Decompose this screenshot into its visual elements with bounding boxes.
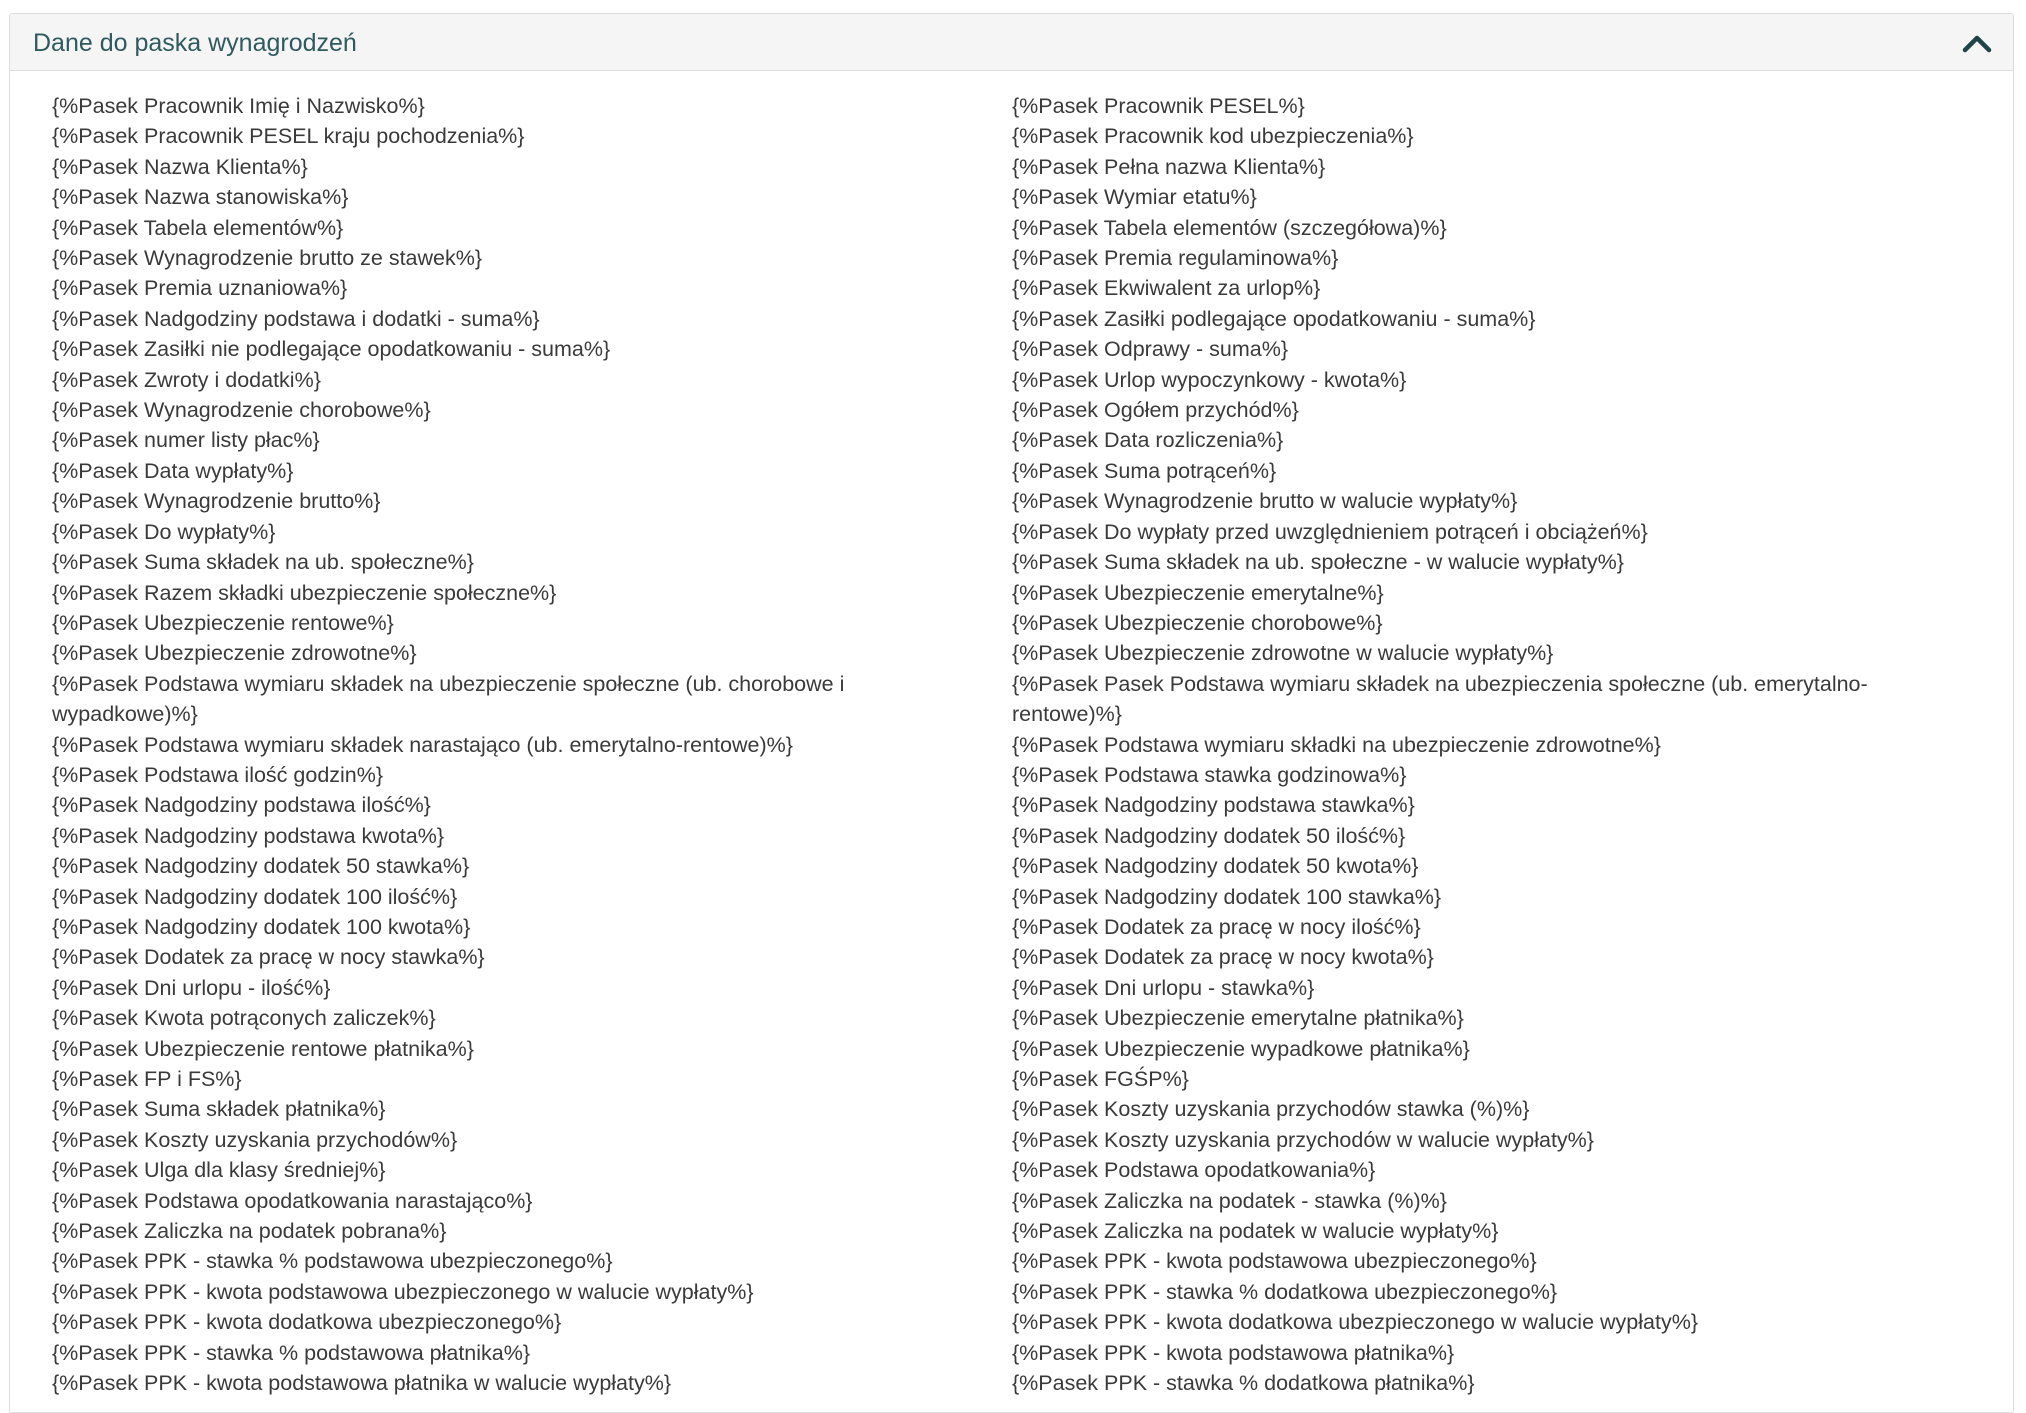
left-placeholder-column xyxy=(52,91,952,1398)
placeholder-item[interactable]: {%Pasek Podstawa stawka godzinowa%} xyxy=(1012,762,1407,787)
placeholder-item[interactable]: {%Pasek PPK - kwota podstawowa ubezpieczonego w walucie wypłaty%} xyxy=(52,1279,754,1304)
placeholder-item[interactable]: {%Pasek PPK - stawka % dodatkowa płatnika%} xyxy=(1012,1371,1475,1396)
placeholder-item[interactable]: {%Pasek Zaliczka na podatek w walucie wypłaty%} xyxy=(1012,1219,1499,1244)
placeholder-item[interactable]: {%Pasek Ubezpieczenie emerytalne płatnika%} xyxy=(1012,1006,1464,1031)
placeholder-item[interactable]: {%Pasek Nadgodziny podstawa ilość%} xyxy=(52,793,431,818)
placeholder-item[interactable]: {%Pasek Dni urlopu - stawka%} xyxy=(1012,975,1315,1000)
placeholder-item[interactable]: {%Pasek Ubezpieczenie zdrowotne w walucie wypłaty%} xyxy=(1012,641,1554,666)
placeholder-item[interactable]: {%Pasek Ogółem przychód%} xyxy=(1012,398,1299,423)
placeholder-item[interactable]: {%Pasek PPK - kwota dodatkowa ubezpieczonego w walucie wypłaty%} xyxy=(1012,1310,1698,1335)
placeholder-item[interactable]: {%Pasek Ubezpieczenie wypadkowe płatnika%} xyxy=(1012,1036,1470,1061)
panel-header[interactable] xyxy=(10,14,2013,71)
placeholder-item[interactable]: {%Pasek Wynagrodzenie brutto w walucie wypłaty%} xyxy=(1012,489,1518,514)
placeholder-item[interactable]: {%Pasek Premia regulaminowa%} xyxy=(1012,246,1339,271)
placeholder-item[interactable]: {%Pasek Pracownik PESEL kraju pochodzenia%} xyxy=(52,124,525,149)
placeholder-item[interactable]: {%Pasek PPK - kwota podstawowa ubezpieczonego%} xyxy=(1012,1249,1537,1274)
placeholder-item[interactable]: {%Pasek Premia uznaniowa%} xyxy=(52,276,348,301)
placeholder-item[interactable]: {%Pasek Podstawa opodatkowania%} xyxy=(1012,1158,1376,1183)
panel-body xyxy=(10,71,2013,1396)
placeholder-item[interactable]: {%Pasek Do wypłaty%} xyxy=(52,519,276,544)
placeholder-item[interactable]: {%Pasek FP i FS%} xyxy=(52,1067,242,1091)
placeholder-item[interactable]: {%Pasek Nadgodziny dodatek 100 kwota%} xyxy=(52,914,471,939)
placeholder-item[interactable]: {%Pasek Pracownik Imię i Nazwisko%} xyxy=(52,94,425,118)
placeholder-item[interactable]: {%Pasek PPK - kwota podstawowa płatnika w walucie wypłaty%} xyxy=(52,1371,672,1396)
payslip-data-panel xyxy=(9,13,2014,1413)
placeholder-item[interactable]: {%Pasek Zasiłki nie podlegające opodatkowaniu - suma%} xyxy=(52,337,611,362)
placeholder-item[interactable]: {%Pasek Suma składek na ub. społeczne - w walucie wypłaty%} xyxy=(1012,550,1624,575)
placeholder-item[interactable]: {%Pasek Data rozliczenia%} xyxy=(1012,428,1284,453)
placeholder-item[interactable]: {%Pasek PPK - kwota dodatkowa ubezpieczonego%} xyxy=(52,1310,562,1335)
collapse-button[interactable] xyxy=(1959,28,1995,58)
placeholder-item[interactable]: {%Pasek Podstawa wymiaru składek na ubezpieczenie społeczne (ub. chorobowe i wypadkowe)%} xyxy=(52,671,845,727)
placeholder-item[interactable]: {%Pasek PPK - stawka % dodatkowa ubezpieczonego%} xyxy=(1012,1279,1557,1304)
placeholder-item[interactable]: {%Pasek Data wypłaty%} xyxy=(52,458,294,483)
placeholder-item[interactable]: {%Pasek Podstawa wymiaru składek narastająco (ub. emerytalno-rentowe)%} xyxy=(52,732,793,757)
placeholder-item[interactable]: {%Pasek Wynagrodzenie brutto%} xyxy=(52,489,381,514)
placeholder-item[interactable]: {%Pasek Koszty uzyskania przychodów%} xyxy=(52,1127,458,1152)
placeholder-item[interactable]: {%Pasek Dodatek za pracę w nocy stawka%} xyxy=(52,945,485,970)
placeholder-item[interactable]: {%Pasek Nazwa Klienta%} xyxy=(52,154,308,179)
placeholder-item[interactable]: {%Pasek Ubezpieczenie emerytalne%} xyxy=(1012,580,1384,605)
placeholder-item[interactable]: {%Pasek Dodatek za pracę w nocy ilość%} xyxy=(1012,914,1421,939)
placeholder-item[interactable]: {%Pasek Dodatek za pracę w nocy kwota%} xyxy=(1012,945,1434,970)
placeholder-item[interactable]: {%Pasek Zwroty i dodatki%} xyxy=(52,367,321,392)
placeholder-item[interactable]: {%Pasek Ubezpieczenie rentowe płatnika%} xyxy=(52,1036,474,1061)
placeholder-item[interactable]: {%Pasek Koszty uzyskania przychodów w walucie wypłaty%} xyxy=(1012,1127,1594,1152)
placeholder-item[interactable]: {%Pasek Do wypłaty przed uwzględnieniem potrąceń i obciążeń%} xyxy=(1012,519,1648,544)
placeholder-item[interactable]: {%Pasek Nadgodziny dodatek 100 stawka%} xyxy=(1012,884,1442,909)
placeholder-item[interactable]: {%Pasek Nadgodziny podstawa i dodatki - suma%} xyxy=(52,306,540,331)
chevron-up-icon xyxy=(1959,28,1995,58)
placeholder-item[interactable]: {%Pasek PPK - stawka % podstawowa płatnika%} xyxy=(52,1340,531,1365)
placeholder-item[interactable]: {%Pasek Podstawa ilość godzin%} xyxy=(52,762,384,787)
placeholder-item[interactable]: {%Pasek Ubezpieczenie chorobowe%} xyxy=(1012,610,1383,635)
placeholder-item[interactable]: {%Pasek FGŚP%} xyxy=(1012,1067,1189,1091)
placeholder-item[interactable]: {%Pasek Nadgodziny dodatek 100 ilość%} xyxy=(52,884,458,909)
placeholder-item[interactable]: {%Pasek Ekwiwalent za urlop%} xyxy=(1012,276,1321,301)
placeholder-item[interactable]: {%Pasek Nadgodziny podstawa kwota%} xyxy=(52,823,445,848)
placeholder-item[interactable]: {%Pasek Nadgodziny dodatek 50 kwota%} xyxy=(1012,854,1419,879)
placeholder-item[interactable]: {%Pasek Koszty uzyskania przychodów stawka (%)%} xyxy=(1012,1097,1530,1122)
placeholder-item[interactable]: {%Pasek Suma składek płatnika%} xyxy=(52,1097,386,1122)
placeholder-item[interactable]: {%Pasek Ulga dla klasy średniej%} xyxy=(52,1158,386,1183)
placeholder-item[interactable]: {%Pasek Suma potrąceń%} xyxy=(1012,458,1277,483)
placeholder-item[interactable]: {%Pasek Razem składki ubezpieczenie społeczne%} xyxy=(52,580,557,605)
placeholder-item[interactable]: {%Pasek Pracownik kod ubezpieczenia%} xyxy=(1012,124,1414,149)
placeholder-item[interactable]: {%Pasek Wymiar etatu%} xyxy=(1012,185,1257,210)
placeholder-item[interactable]: {%Pasek Odprawy - suma%} xyxy=(1012,337,1289,362)
placeholder-item[interactable]: {%Pasek Zasiłki podlegające opodatkowaniu - suma%} xyxy=(1012,306,1536,331)
placeholder-item[interactable]: {%Pasek Podstawa opodatkowania narastająco%} xyxy=(52,1188,533,1213)
placeholder-item[interactable]: {%Pasek Dni urlopu - ilość%} xyxy=(52,975,331,1000)
placeholder-item[interactable]: {%Pasek Suma składek na ub. społeczne%} xyxy=(52,550,474,575)
placeholder-item[interactable]: {%Pasek Zaliczka na podatek - stawka (%)%} xyxy=(1012,1188,1447,1213)
placeholder-item[interactable]: {%Pasek Urlop wypoczynkowy - kwota%} xyxy=(1012,367,1407,392)
panel-title: Dane do paska wynagrodzeń xyxy=(33,29,357,57)
placeholder-item[interactable]: {%Pasek Tabela elementów%} xyxy=(52,215,344,240)
placeholder-item[interactable]: {%Pasek Tabela elementów (szczegółowa)%} xyxy=(1012,215,1447,240)
placeholder-item[interactable]: {%Pasek Wynagrodzenie chorobowe%} xyxy=(52,398,431,423)
placeholder-item[interactable]: {%Pasek numer listy płac%} xyxy=(52,428,320,453)
placeholder-item[interactable]: {%Pasek PPK - stawka % podstawowa ubezpieczonego%} xyxy=(52,1249,613,1274)
placeholder-item[interactable]: {%Pasek Kwota potrąconych zaliczek%} xyxy=(52,1006,436,1031)
placeholder-item[interactable]: {%Pasek Nadgodziny dodatek 50 stawka%} xyxy=(52,854,470,879)
right-placeholder-column xyxy=(1012,91,1932,1398)
placeholder-item[interactable]: {%Pasek Pasek Podstawa wymiaru składek na ubezpieczenia społeczne (ub. emerytalno-rentowe)%} xyxy=(1012,671,1868,727)
placeholder-item[interactable]: {%Pasek Ubezpieczenie zdrowotne%} xyxy=(52,641,417,666)
placeholder-item[interactable]: {%Pasek Pracownik PESEL%} xyxy=(1012,94,1305,118)
placeholder-item[interactable]: {%Pasek Pełna nazwa Klienta%} xyxy=(1012,154,1326,179)
placeholder-item[interactable]: {%Pasek Ubezpieczenie rentowe%} xyxy=(52,610,394,635)
placeholder-item[interactable]: {%Pasek PPK - kwota podstawowa płatnika%} xyxy=(1012,1340,1455,1365)
placeholder-item[interactable]: {%Pasek Podstawa wymiaru składki na ubezpieczenie zdrowotne%} xyxy=(1012,732,1661,757)
placeholder-item[interactable]: {%Pasek Wynagrodzenie brutto ze stawek%} xyxy=(52,246,483,271)
placeholder-item[interactable]: {%Pasek Zaliczka na podatek pobrana%} xyxy=(52,1219,447,1244)
placeholder-item[interactable]: {%Pasek Nadgodziny podstawa stawka%} xyxy=(1012,793,1415,818)
placeholder-item[interactable]: {%Pasek Nadgodziny dodatek 50 ilość%} xyxy=(1012,823,1406,848)
placeholder-item[interactable]: {%Pasek Nazwa stanowiska%} xyxy=(52,185,349,210)
